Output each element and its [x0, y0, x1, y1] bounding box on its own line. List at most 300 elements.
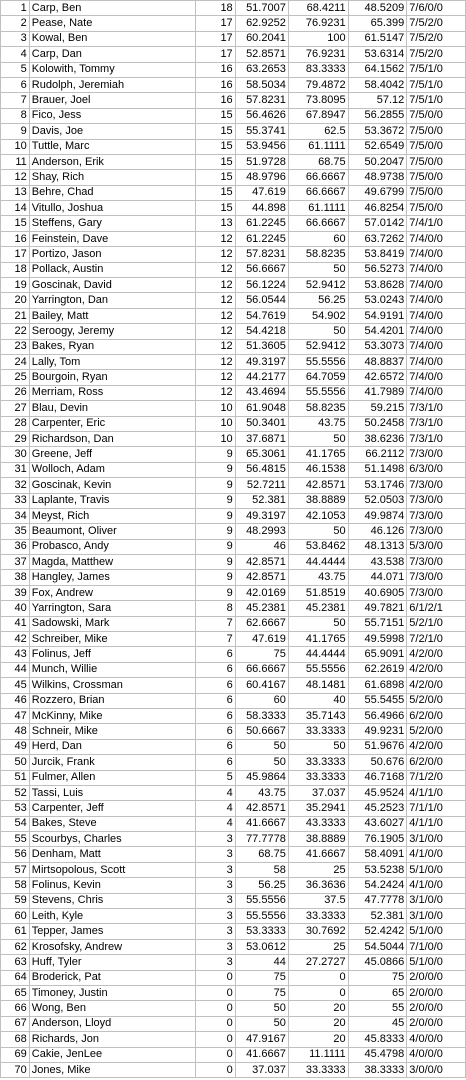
name-cell[interactable]: Munch, Willie	[29, 662, 195, 677]
name-cell[interactable]: Herd, Dan	[29, 739, 195, 754]
pct-c-cell[interactable]: 44.071	[348, 570, 407, 585]
record-cell[interactable]: 5/3/0/0	[407, 539, 466, 554]
name-cell[interactable]: Laplante, Travis	[29, 493, 195, 508]
pct-c-cell[interactable]: 45.8333	[348, 1032, 407, 1047]
pct-c-cell[interactable]: 50.2458	[348, 416, 407, 431]
name-cell[interactable]: Yarrington, Sara	[29, 601, 195, 616]
record-cell[interactable]: 7/4/0/0	[407, 385, 466, 400]
pct-b-cell[interactable]: 52.9412	[288, 278, 348, 293]
rank-cell[interactable]: 6	[1, 77, 30, 92]
pct-c-cell[interactable]: 41.7989	[348, 385, 407, 400]
pct-c-cell[interactable]: 48.8837	[348, 354, 407, 369]
score-cell[interactable]: 10	[195, 431, 235, 446]
name-cell[interactable]: Broderick, Pat	[29, 970, 195, 985]
score-cell[interactable]: 6	[195, 739, 235, 754]
score-cell[interactable]: 7	[195, 616, 235, 631]
pct-b-cell[interactable]: 51.8519	[288, 585, 348, 600]
score-cell[interactable]: 15	[195, 124, 235, 139]
pct-b-cell[interactable]: 60	[288, 231, 348, 246]
pct-b-cell[interactable]: 76.9231	[288, 16, 348, 31]
pct-c-cell[interactable]: 49.9231	[348, 724, 407, 739]
name-cell[interactable]: Feinstein, Dave	[29, 231, 195, 246]
pct-b-cell[interactable]: 40	[288, 693, 348, 708]
rank-cell[interactable]: 27	[1, 401, 30, 416]
score-cell[interactable]: 0	[195, 970, 235, 985]
score-cell[interactable]: 0	[195, 1032, 235, 1047]
pct-c-cell[interactable]: 56.2855	[348, 108, 407, 123]
pct-a-cell[interactable]: 46	[235, 539, 288, 554]
pct-a-cell[interactable]: 41.6667	[235, 1047, 288, 1062]
record-cell[interactable]: 7/3/1/0	[407, 416, 466, 431]
pct-a-cell[interactable]: 42.8571	[235, 555, 288, 570]
pct-c-cell[interactable]: 57.0142	[348, 216, 407, 231]
name-cell[interactable]: Shay, Rich	[29, 170, 195, 185]
pct-b-cell[interactable]: 20	[288, 1001, 348, 1016]
pct-c-cell[interactable]: 65	[348, 986, 407, 1001]
record-cell[interactable]: 7/3/0/0	[407, 508, 466, 523]
score-cell[interactable]: 18	[195, 1, 235, 16]
pct-b-cell[interactable]: 50	[288, 616, 348, 631]
pct-a-cell[interactable]: 50	[235, 1016, 288, 1031]
name-cell[interactable]: Richardson, Dan	[29, 431, 195, 446]
pct-c-cell[interactable]: 58.4091	[348, 847, 407, 862]
rank-cell[interactable]: 12	[1, 170, 30, 185]
pct-a-cell[interactable]: 44.898	[235, 201, 288, 216]
pct-c-cell[interactable]: 52.381	[348, 909, 407, 924]
score-cell[interactable]: 9	[195, 585, 235, 600]
pct-a-cell[interactable]: 61.2245	[235, 231, 288, 246]
pct-c-cell[interactable]: 48.9738	[348, 170, 407, 185]
pct-c-cell[interactable]: 53.0243	[348, 293, 407, 308]
name-cell[interactable]: Schneir, Mike	[29, 724, 195, 739]
rank-cell[interactable]: 40	[1, 601, 30, 616]
pct-a-cell[interactable]: 58.3333	[235, 708, 288, 723]
record-cell[interactable]: 7/4/0/0	[407, 339, 466, 354]
name-cell[interactable]: Folinus, Kevin	[29, 878, 195, 893]
pct-a-cell[interactable]: 43.4694	[235, 385, 288, 400]
score-cell[interactable]: 16	[195, 77, 235, 92]
score-cell[interactable]: 4	[195, 785, 235, 800]
pct-b-cell[interactable]: 68.4211	[288, 1, 348, 16]
pct-b-cell[interactable]: 67.8947	[288, 108, 348, 123]
score-cell[interactable]: 9	[195, 555, 235, 570]
score-cell[interactable]: 6	[195, 755, 235, 770]
record-cell[interactable]: 4/1/1/0	[407, 785, 466, 800]
score-cell[interactable]: 9	[195, 478, 235, 493]
rank-cell[interactable]: 59	[1, 893, 30, 908]
rank-cell[interactable]: 13	[1, 185, 30, 200]
pct-b-cell[interactable]: 66.6667	[288, 185, 348, 200]
rank-cell[interactable]: 60	[1, 909, 30, 924]
rank-cell[interactable]: 48	[1, 724, 30, 739]
pct-a-cell[interactable]: 57.8231	[235, 93, 288, 108]
pct-b-cell[interactable]: 33.3333	[288, 1062, 348, 1077]
rank-cell[interactable]: 62	[1, 939, 30, 954]
pct-b-cell[interactable]: 44.4444	[288, 555, 348, 570]
rank-cell[interactable]: 56	[1, 847, 30, 862]
pct-a-cell[interactable]: 58.5034	[235, 77, 288, 92]
pct-a-cell[interactable]: 75	[235, 986, 288, 1001]
record-cell[interactable]: 7/4/1/0	[407, 216, 466, 231]
score-cell[interactable]: 8	[195, 601, 235, 616]
score-cell[interactable]: 13	[195, 216, 235, 231]
pct-b-cell[interactable]: 50	[288, 431, 348, 446]
score-cell[interactable]: 6	[195, 708, 235, 723]
pct-c-cell[interactable]: 48.5209	[348, 1, 407, 16]
score-cell[interactable]: 6	[195, 662, 235, 677]
score-cell[interactable]: 17	[195, 31, 235, 46]
name-cell[interactable]: Carp, Dan	[29, 47, 195, 62]
pct-c-cell[interactable]: 54.9191	[348, 308, 407, 323]
name-cell[interactable]: Anderson, Erik	[29, 154, 195, 169]
pct-c-cell[interactable]: 52.0503	[348, 493, 407, 508]
rank-cell[interactable]: 33	[1, 493, 30, 508]
name-cell[interactable]: Krosofsky, Andrew	[29, 939, 195, 954]
name-cell[interactable]: Bakes, Ryan	[29, 339, 195, 354]
pct-b-cell[interactable]: 42.8571	[288, 478, 348, 493]
pct-b-cell[interactable]: 66.6667	[288, 170, 348, 185]
pct-a-cell[interactable]: 53.3333	[235, 924, 288, 939]
pct-b-cell[interactable]: 56.25	[288, 293, 348, 308]
score-cell[interactable]: 12	[195, 308, 235, 323]
record-cell[interactable]: 7/3/0/0	[407, 585, 466, 600]
pct-a-cell[interactable]: 51.3605	[235, 339, 288, 354]
pct-b-cell[interactable]: 64.7059	[288, 370, 348, 385]
name-cell[interactable]: Tuttle, Marc	[29, 139, 195, 154]
record-cell[interactable]: 7/4/0/0	[407, 262, 466, 277]
pct-c-cell[interactable]: 55.7151	[348, 616, 407, 631]
pct-c-cell[interactable]: 61.6898	[348, 678, 407, 693]
rank-cell[interactable]: 18	[1, 262, 30, 277]
record-cell[interactable]: 7/4/0/0	[407, 293, 466, 308]
pct-a-cell[interactable]: 56.25	[235, 878, 288, 893]
pct-b-cell[interactable]: 76.9231	[288, 47, 348, 62]
rank-cell[interactable]: 26	[1, 385, 30, 400]
pct-c-cell[interactable]: 53.5238	[348, 862, 407, 877]
score-cell[interactable]: 3	[195, 955, 235, 970]
rank-cell[interactable]: 17	[1, 247, 30, 262]
pct-c-cell[interactable]: 49.9874	[348, 508, 407, 523]
rank-cell[interactable]: 9	[1, 124, 30, 139]
record-cell[interactable]: 7/3/0/0	[407, 524, 466, 539]
score-cell[interactable]: 15	[195, 139, 235, 154]
score-cell[interactable]: 12	[195, 339, 235, 354]
record-cell[interactable]: 7/1/0/0	[407, 939, 466, 954]
rank-cell[interactable]: 20	[1, 293, 30, 308]
name-cell[interactable]: Richards, Jon	[29, 1032, 195, 1047]
pct-b-cell[interactable]: 20	[288, 1016, 348, 1031]
rank-cell[interactable]: 53	[1, 801, 30, 816]
record-cell[interactable]: 7/5/0/0	[407, 139, 466, 154]
pct-c-cell[interactable]: 65.399	[348, 16, 407, 31]
score-cell[interactable]: 15	[195, 201, 235, 216]
name-cell[interactable]: Brauer, Joel	[29, 93, 195, 108]
pct-c-cell[interactable]: 50.676	[348, 755, 407, 770]
pct-b-cell[interactable]: 43.75	[288, 416, 348, 431]
name-cell[interactable]: Steffens, Gary	[29, 216, 195, 231]
rank-cell[interactable]: 3	[1, 31, 30, 46]
rank-cell[interactable]: 11	[1, 154, 30, 169]
pct-a-cell[interactable]: 57.8231	[235, 247, 288, 262]
pct-a-cell[interactable]: 61.2245	[235, 216, 288, 231]
record-cell[interactable]: 4/1/0/0	[407, 878, 466, 893]
pct-c-cell[interactable]: 43.6027	[348, 816, 407, 831]
rank-cell[interactable]: 1	[1, 1, 30, 16]
name-cell[interactable]: Sadowski, Mark	[29, 616, 195, 631]
pct-c-cell[interactable]: 64.1562	[348, 62, 407, 77]
score-cell[interactable]: 12	[195, 324, 235, 339]
record-cell[interactable]: 2/0/0/0	[407, 986, 466, 1001]
pct-a-cell[interactable]: 61.9048	[235, 401, 288, 416]
rank-cell[interactable]: 4	[1, 47, 30, 62]
pct-b-cell[interactable]: 38.8889	[288, 832, 348, 847]
name-cell[interactable]: Carp, Ben	[29, 1, 195, 16]
pct-c-cell[interactable]: 40.6905	[348, 585, 407, 600]
record-cell[interactable]: 7/3/0/0	[407, 493, 466, 508]
rank-cell[interactable]: 30	[1, 447, 30, 462]
score-cell[interactable]: 12	[195, 293, 235, 308]
pct-c-cell[interactable]: 49.5998	[348, 632, 407, 647]
name-cell[interactable]: Tepper, James	[29, 924, 195, 939]
score-cell[interactable]: 9	[195, 508, 235, 523]
score-cell[interactable]: 0	[195, 1062, 235, 1077]
rank-cell[interactable]: 7	[1, 93, 30, 108]
pct-c-cell[interactable]: 46.7168	[348, 770, 407, 785]
pct-c-cell[interactable]: 54.5044	[348, 939, 407, 954]
score-cell[interactable]: 3	[195, 832, 235, 847]
rank-cell[interactable]: 68	[1, 1032, 30, 1047]
score-cell[interactable]: 6	[195, 678, 235, 693]
rank-cell[interactable]: 47	[1, 708, 30, 723]
name-cell[interactable]: Kowal, Ben	[29, 31, 195, 46]
rank-cell[interactable]: 55	[1, 832, 30, 847]
pct-a-cell[interactable]: 52.8571	[235, 47, 288, 62]
rank-cell[interactable]: 67	[1, 1016, 30, 1031]
record-cell[interactable]: 7/4/0/0	[407, 308, 466, 323]
name-cell[interactable]: Behre, Chad	[29, 185, 195, 200]
rank-cell[interactable]: 14	[1, 201, 30, 216]
name-cell[interactable]: Magda, Matthew	[29, 555, 195, 570]
pct-c-cell[interactable]: 47.7778	[348, 893, 407, 908]
pct-a-cell[interactable]: 50.6667	[235, 724, 288, 739]
record-cell[interactable]: 3/1/0/0	[407, 909, 466, 924]
pct-c-cell[interactable]: 57.12	[348, 93, 407, 108]
pct-c-cell[interactable]: 58.4042	[348, 77, 407, 92]
pct-b-cell[interactable]: 54.902	[288, 308, 348, 323]
name-cell[interactable]: Carpenter, Eric	[29, 416, 195, 431]
score-cell[interactable]: 15	[195, 170, 235, 185]
pct-a-cell[interactable]: 55.3741	[235, 124, 288, 139]
pct-c-cell[interactable]: 55.5455	[348, 693, 407, 708]
pct-b-cell[interactable]: 33.3333	[288, 755, 348, 770]
record-cell[interactable]: 7/4/0/0	[407, 354, 466, 369]
pct-a-cell[interactable]: 50.3401	[235, 416, 288, 431]
name-cell[interactable]: Fulmer, Allen	[29, 770, 195, 785]
pct-c-cell[interactable]: 52.4242	[348, 924, 407, 939]
name-cell[interactable]: Huff, Tyler	[29, 955, 195, 970]
pct-b-cell[interactable]: 33.3333	[288, 770, 348, 785]
record-cell[interactable]: 7/5/0/0	[407, 170, 466, 185]
pct-c-cell[interactable]: 59.215	[348, 401, 407, 416]
pct-a-cell[interactable]: 52.381	[235, 493, 288, 508]
score-cell[interactable]: 3	[195, 924, 235, 939]
score-cell[interactable]: 5	[195, 770, 235, 785]
pct-a-cell[interactable]: 75	[235, 970, 288, 985]
record-cell[interactable]: 5/1/0/0	[407, 862, 466, 877]
pct-a-cell[interactable]: 55.5556	[235, 909, 288, 924]
record-cell[interactable]: 7/5/0/0	[407, 154, 466, 169]
rank-cell[interactable]: 42	[1, 632, 30, 647]
name-cell[interactable]: Schreiber, Mike	[29, 632, 195, 647]
pct-b-cell[interactable]: 33.3333	[288, 909, 348, 924]
score-cell[interactable]: 3	[195, 847, 235, 862]
rank-cell[interactable]: 24	[1, 354, 30, 369]
pct-c-cell[interactable]: 52.6549	[348, 139, 407, 154]
pct-b-cell[interactable]: 38.8889	[288, 493, 348, 508]
pct-a-cell[interactable]: 41.6667	[235, 816, 288, 831]
name-cell[interactable]: Timoney, Justin	[29, 986, 195, 1001]
pct-a-cell[interactable]: 54.7619	[235, 308, 288, 323]
name-cell[interactable]: Goscinak, David	[29, 278, 195, 293]
record-cell[interactable]: 7/5/0/0	[407, 124, 466, 139]
pct-a-cell[interactable]: 42.8571	[235, 801, 288, 816]
pct-c-cell[interactable]: 46.126	[348, 524, 407, 539]
rank-cell[interactable]: 2	[1, 16, 30, 31]
score-cell[interactable]: 16	[195, 93, 235, 108]
name-cell[interactable]: Greene, Jeff	[29, 447, 195, 462]
record-cell[interactable]: 4/0/0/0	[407, 1047, 466, 1062]
score-cell[interactable]: 6	[195, 693, 235, 708]
rank-cell[interactable]: 37	[1, 555, 30, 570]
pct-a-cell[interactable]: 50	[235, 739, 288, 754]
name-cell[interactable]: Stevens, Chris	[29, 893, 195, 908]
rank-cell[interactable]: 23	[1, 339, 30, 354]
name-cell[interactable]: Jones, Mike	[29, 1062, 195, 1077]
name-cell[interactable]: Jurcik, Frank	[29, 755, 195, 770]
score-cell[interactable]: 3	[195, 939, 235, 954]
pct-b-cell[interactable]: 55.5556	[288, 662, 348, 677]
score-cell[interactable]: 9	[195, 570, 235, 585]
name-cell[interactable]: Mirtsopolous, Scott	[29, 862, 195, 877]
record-cell[interactable]: 2/0/0/0	[407, 970, 466, 985]
rank-cell[interactable]: 21	[1, 308, 30, 323]
pct-c-cell[interactable]: 55	[348, 1001, 407, 1016]
score-cell[interactable]: 4	[195, 816, 235, 831]
name-cell[interactable]: Cakie, JenLee	[29, 1047, 195, 1062]
pct-b-cell[interactable]: 58.8235	[288, 401, 348, 416]
record-cell[interactable]: 3/1/0/0	[407, 832, 466, 847]
pct-b-cell[interactable]: 83.3333	[288, 62, 348, 77]
score-cell[interactable]: 9	[195, 524, 235, 539]
name-cell[interactable]: Goscinak, Kevin	[29, 478, 195, 493]
name-cell[interactable]: Probasco, Andy	[29, 539, 195, 554]
pct-b-cell[interactable]: 48.1481	[288, 678, 348, 693]
rank-cell[interactable]: 15	[1, 216, 30, 231]
rank-cell[interactable]: 63	[1, 955, 30, 970]
pct-c-cell[interactable]: 45.0866	[348, 955, 407, 970]
pct-b-cell[interactable]: 36.3636	[288, 878, 348, 893]
pct-c-cell[interactable]: 62.2619	[348, 662, 407, 677]
rank-cell[interactable]: 70	[1, 1062, 30, 1077]
name-cell[interactable]: Kolowith, Tommy	[29, 62, 195, 77]
pct-a-cell[interactable]: 55.5556	[235, 893, 288, 908]
pct-a-cell[interactable]: 56.1224	[235, 278, 288, 293]
pct-b-cell[interactable]: 20	[288, 1032, 348, 1047]
score-cell[interactable]: 12	[195, 231, 235, 246]
pct-b-cell[interactable]: 55.5556	[288, 385, 348, 400]
pct-a-cell[interactable]: 45.9864	[235, 770, 288, 785]
pct-a-cell[interactable]: 54.4218	[235, 324, 288, 339]
rank-cell[interactable]: 28	[1, 416, 30, 431]
pct-a-cell[interactable]: 49.3197	[235, 508, 288, 523]
pct-c-cell[interactable]: 43.538	[348, 555, 407, 570]
rank-cell[interactable]: 29	[1, 431, 30, 446]
rank-cell[interactable]: 50	[1, 755, 30, 770]
pct-a-cell[interactable]: 56.6667	[235, 262, 288, 277]
rank-cell[interactable]: 69	[1, 1047, 30, 1062]
pct-b-cell[interactable]: 61.1111	[288, 139, 348, 154]
score-cell[interactable]: 17	[195, 47, 235, 62]
record-cell[interactable]: 7/3/0/0	[407, 447, 466, 462]
pct-c-cell[interactable]: 75	[348, 970, 407, 985]
pct-b-cell[interactable]: 25	[288, 862, 348, 877]
pct-b-cell[interactable]: 41.1765	[288, 632, 348, 647]
name-cell[interactable]: Davis, Joe	[29, 124, 195, 139]
pct-a-cell[interactable]: 50	[235, 1001, 288, 1016]
pct-a-cell[interactable]: 68.75	[235, 847, 288, 862]
name-cell[interactable]: Vitullo, Joshua	[29, 201, 195, 216]
rank-cell[interactable]: 64	[1, 970, 30, 985]
record-cell[interactable]: 7/4/0/0	[407, 370, 466, 385]
rank-cell[interactable]: 35	[1, 524, 30, 539]
name-cell[interactable]: Seroogy, Jeremy	[29, 324, 195, 339]
pct-c-cell[interactable]: 45.2523	[348, 801, 407, 816]
pct-a-cell[interactable]: 52.7211	[235, 478, 288, 493]
score-cell[interactable]: 9	[195, 493, 235, 508]
pct-a-cell[interactable]: 48.9796	[235, 170, 288, 185]
rank-cell[interactable]: 41	[1, 616, 30, 631]
name-cell[interactable]: Bakes, Steve	[29, 816, 195, 831]
pct-c-cell[interactable]: 38.6236	[348, 431, 407, 446]
record-cell[interactable]: 7/5/2/0	[407, 16, 466, 31]
name-cell[interactable]: Bailey, Matt	[29, 308, 195, 323]
pct-b-cell[interactable]: 66.6667	[288, 216, 348, 231]
pct-a-cell[interactable]: 60.2041	[235, 31, 288, 46]
pct-a-cell[interactable]: 53.9456	[235, 139, 288, 154]
score-cell[interactable]: 9	[195, 462, 235, 477]
score-cell[interactable]: 4	[195, 801, 235, 816]
pct-c-cell[interactable]: 53.1746	[348, 478, 407, 493]
pct-b-cell[interactable]: 37.5	[288, 893, 348, 908]
record-cell[interactable]: 7/6/0/0	[407, 1, 466, 16]
record-cell[interactable]: 7/3/1/0	[407, 401, 466, 416]
pct-b-cell[interactable]: 50	[288, 324, 348, 339]
pct-b-cell[interactable]: 35.7143	[288, 708, 348, 723]
rank-cell[interactable]: 43	[1, 647, 30, 662]
pct-b-cell[interactable]: 27.2727	[288, 955, 348, 970]
name-cell[interactable]: Carpenter, Jeff	[29, 801, 195, 816]
pct-b-cell[interactable]: 55.5556	[288, 354, 348, 369]
record-cell[interactable]: 7/3/0/0	[407, 570, 466, 585]
rank-cell[interactable]: 46	[1, 693, 30, 708]
pct-b-cell[interactable]: 50	[288, 739, 348, 754]
score-cell[interactable]: 3	[195, 909, 235, 924]
pct-c-cell[interactable]: 53.3672	[348, 124, 407, 139]
score-cell[interactable]: 3	[195, 862, 235, 877]
record-cell[interactable]: 7/5/0/0	[407, 201, 466, 216]
score-cell[interactable]: 0	[195, 1047, 235, 1062]
pct-b-cell[interactable]: 35.2941	[288, 801, 348, 816]
